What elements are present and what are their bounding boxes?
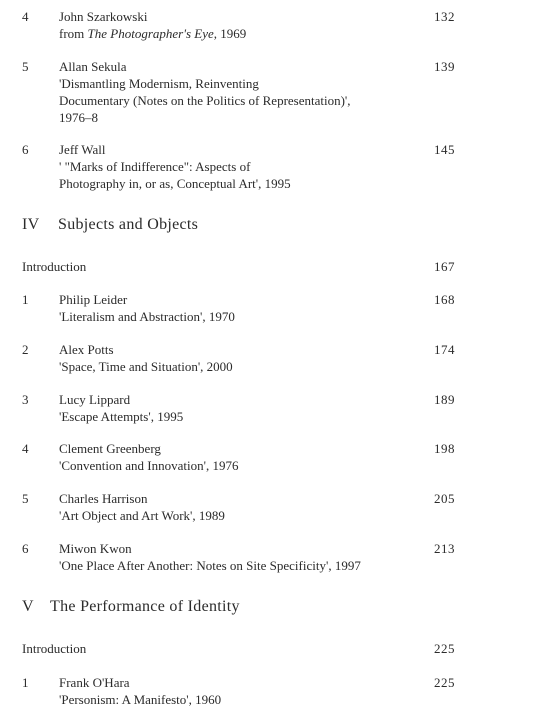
entry-page: 189 bbox=[434, 392, 455, 407]
entry-title: 'Art Object and Art Work', 1989 bbox=[59, 508, 225, 523]
entry-number: 4 bbox=[22, 441, 29, 456]
entry-title-line: 'Dismantling Modernism, Reinventing bbox=[59, 76, 259, 91]
entry-text bbox=[59, 391, 419, 425]
section-heading bbox=[22, 597, 240, 617]
entry-page: 139 bbox=[434, 59, 455, 74]
entry-number: 4 bbox=[22, 9, 29, 24]
entry-author: John Szarkowski bbox=[59, 9, 148, 24]
entry-text bbox=[59, 341, 419, 375]
section-title: The Performance of Identity bbox=[50, 598, 240, 615]
entry-title: 'Space, Time and Situation', 2000 bbox=[59, 359, 233, 374]
entry-text bbox=[59, 540, 419, 574]
entry-page: 225 bbox=[434, 675, 455, 690]
introduction-label: Introduction bbox=[22, 641, 87, 656]
section-number: V bbox=[22, 598, 34, 615]
entry-title-suffix: , 1969 bbox=[213, 26, 247, 41]
entry-title-line: Documentary (Notes on the Politics of Representation)', bbox=[59, 93, 351, 108]
entry-title bbox=[59, 25, 419, 42]
entry-text bbox=[59, 440, 419, 474]
entry-number: 1 bbox=[22, 292, 29, 307]
entry-title-prefix: from bbox=[59, 26, 88, 41]
entry-title-line: 1976–8 bbox=[59, 110, 98, 125]
entry-author: Frank O'Hara bbox=[59, 675, 130, 690]
entry-title-line: Photography in, or as, Conceptual Art', 1995 bbox=[59, 176, 291, 191]
entry-title: 'Convention and Innovation', 1976 bbox=[59, 458, 239, 473]
entry-author: Charles Harrison bbox=[59, 491, 148, 506]
entry-page: 132 bbox=[434, 9, 455, 24]
entry-text bbox=[59, 8, 419, 42]
entry-page: 213 bbox=[434, 541, 455, 556]
entry-author: Clement Greenberg bbox=[59, 441, 161, 456]
entry-number: 1 bbox=[22, 675, 29, 690]
entry-text bbox=[59, 674, 419, 708]
entry-text bbox=[59, 490, 419, 524]
section-heading bbox=[22, 215, 198, 235]
entry-title: 'One Place After Another: Notes on Site Specificity', 1997 bbox=[59, 558, 361, 573]
entry-author: Philip Leider bbox=[59, 292, 128, 307]
entry-page: 145 bbox=[434, 142, 455, 157]
entry-text bbox=[59, 141, 419, 192]
entry-title-italic: The Photographer's Eye bbox=[87, 26, 214, 41]
entry-title: 'Personism: A Manifesto', 1960 bbox=[59, 692, 222, 707]
entry-number: 6 bbox=[22, 142, 29, 157]
section-title: Subjects and Objects bbox=[58, 216, 199, 233]
section-number: IV bbox=[22, 216, 40, 233]
entry-title: 'Literalism and Abstraction', 1970 bbox=[59, 309, 235, 324]
entry-page: 225 bbox=[434, 641, 455, 656]
entry-text bbox=[59, 291, 419, 325]
entry-text bbox=[59, 58, 419, 126]
entry-author: Lucy Lippard bbox=[59, 392, 131, 407]
entry-number: 2 bbox=[22, 342, 29, 357]
entry-author: Miwon Kwon bbox=[59, 541, 132, 556]
entry-title-line: ' "Marks of Indifference": Aspects of bbox=[59, 159, 251, 174]
entry-number: 3 bbox=[22, 392, 29, 407]
entry-author: Allan Sekula bbox=[59, 59, 127, 74]
entry-page: 168 bbox=[434, 292, 455, 307]
entry-author: Jeff Wall bbox=[59, 142, 106, 157]
entry-number: 5 bbox=[22, 59, 29, 74]
entry-title: 'Escape Attempts', 1995 bbox=[59, 409, 184, 424]
entry-page: 205 bbox=[434, 491, 455, 506]
entry-number: 6 bbox=[22, 541, 29, 556]
entry-page: 198 bbox=[434, 441, 455, 456]
entry-page: 167 bbox=[434, 259, 455, 274]
entry-number: 5 bbox=[22, 491, 29, 506]
entry-page: 174 bbox=[434, 342, 455, 357]
introduction-label: Introduction bbox=[22, 259, 87, 274]
entry-author: Alex Potts bbox=[59, 342, 114, 357]
